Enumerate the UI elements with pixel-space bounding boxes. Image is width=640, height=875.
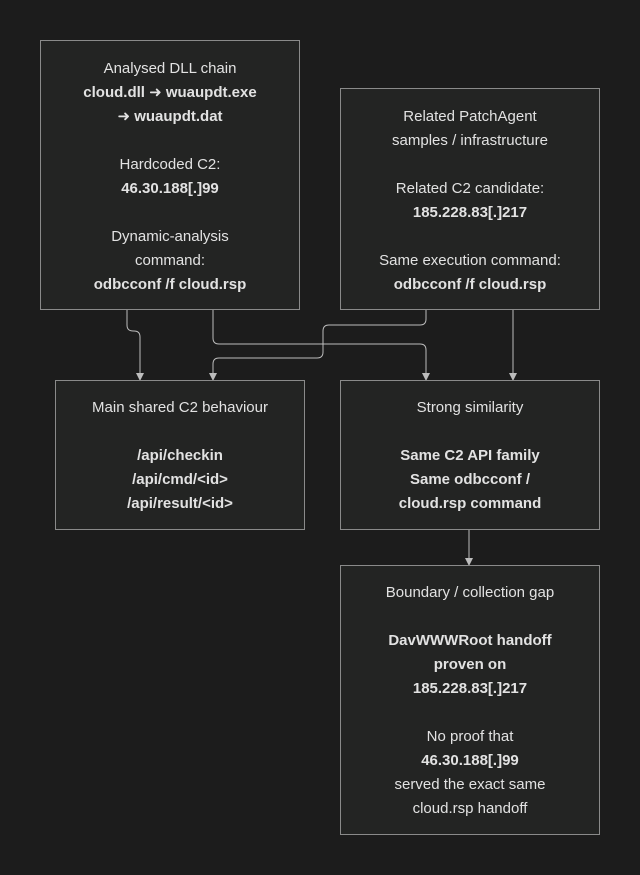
node-text-line: proven on: [433, 656, 507, 673]
blank-line: [341, 605, 599, 629]
node-text-line: command:: [134, 252, 206, 269]
node-text-line: cloud.rsp command: [398, 495, 542, 512]
node-text-line: ➜ wuaupdt.dat: [117, 108, 223, 125]
node-text-line: Boundary / collection gap: [385, 584, 555, 601]
node-strong-similarity: [340, 380, 600, 530]
blank-line: [341, 153, 599, 177]
blank-line: [341, 225, 599, 249]
node-text-line: DavWWWRoot handoff: [388, 632, 552, 649]
node-text-line: cloud.dll ➜ wuaupdt.exe: [83, 84, 257, 101]
node-text-line: cloud.rsp handoff: [412, 800, 528, 817]
blank-line: [341, 701, 599, 725]
node-text-line: 185.228.83[.]217: [412, 204, 528, 221]
node-text-line: Related PatchAgent: [403, 108, 537, 125]
node-text-line: /api/cmd/<id>: [132, 471, 228, 488]
node-related-samples: [340, 88, 600, 310]
node-text-line: samples / infrastructure: [392, 132, 548, 149]
node-text-line: Hardcoded C2:: [119, 156, 221, 173]
node-text-line: 185.228.83[.]217: [412, 680, 528, 697]
node-text-line: No proof that: [426, 728, 514, 745]
node-text-line: 46.30.188[.]99: [421, 752, 519, 769]
node-text-line: 46.30.188[.]99: [121, 180, 219, 197]
node-text-line: Same execution command:: [379, 252, 561, 269]
node-text-line: Dynamic-analysis: [111, 228, 229, 245]
node-text-line: Related C2 candidate:: [395, 180, 545, 197]
blank-line: [341, 420, 599, 444]
edge-dll_chain-to-similarity: [213, 310, 426, 380]
node-text-line: Strong similarity: [416, 399, 524, 416]
node-text-line: Main shared C2 behaviour: [92, 399, 268, 416]
edge-dll_chain-to-shared_behaviour: [127, 310, 140, 380]
node-text-line: /api/result/<id>: [127, 495, 233, 512]
node-dll-chain: [40, 40, 300, 310]
node-text-line: served the exact same: [394, 776, 546, 793]
node-text-line: Same odbcconf /: [409, 471, 531, 488]
blank-line: [41, 201, 299, 225]
blank-line: [41, 129, 299, 153]
edge-related_samples-to-shared_behaviour: [213, 310, 426, 380]
node-boundary-collection-gap: [340, 565, 600, 835]
node-text-line: Same C2 API family: [400, 447, 540, 464]
node-text-line: /api/checkin: [137, 447, 223, 464]
node-text-line: odbcconf /f cloud.rsp: [93, 276, 247, 293]
node-shared-c2-behaviour: [55, 380, 305, 530]
node-text-line: odbcconf /f cloud.rsp: [393, 276, 547, 293]
blank-line: [56, 420, 304, 444]
node-text-line: Analysed DLL chain: [103, 60, 237, 77]
